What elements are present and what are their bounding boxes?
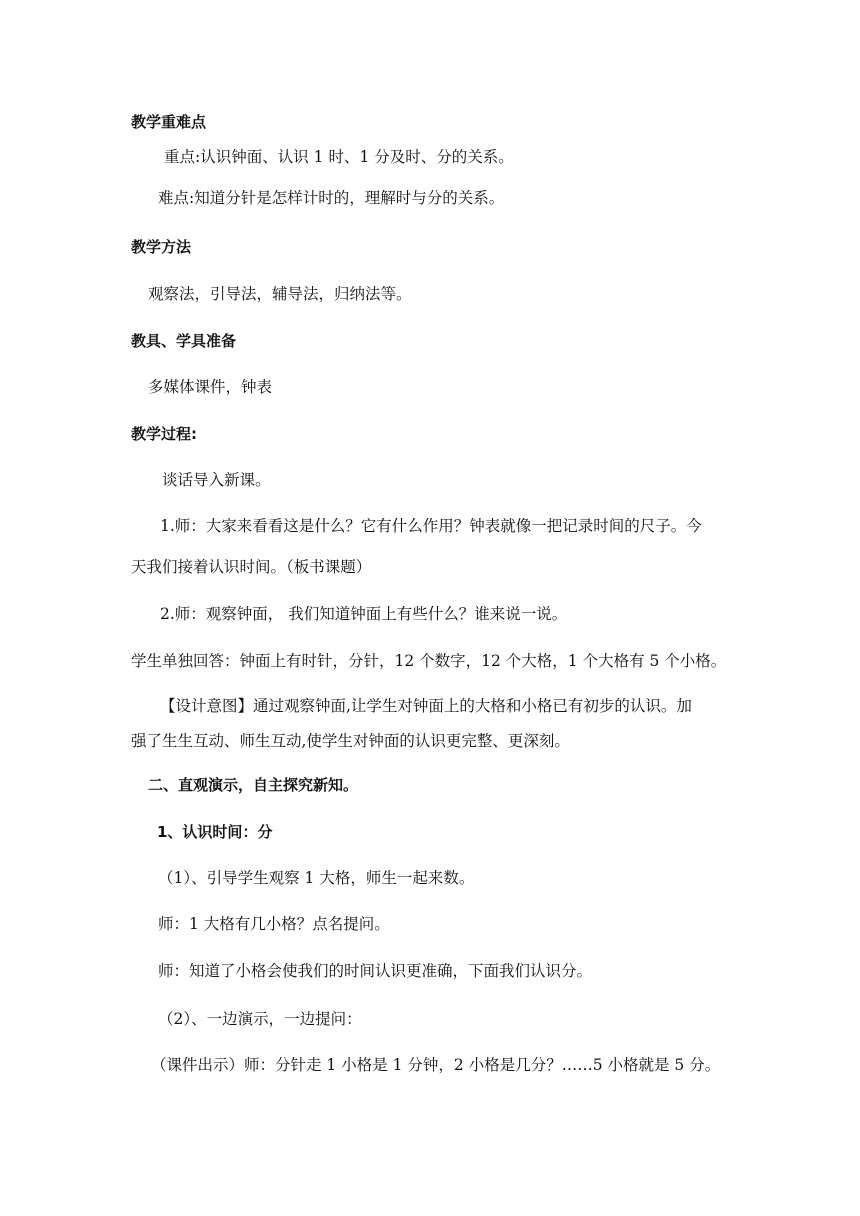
design-intent-line2: 强了生生互动、师生互动,使学生对钟面的认识更完整、更深刻。 (131, 732, 570, 750)
methods-text: 观察法，引导法，辅导法，归纳法等。 (148, 285, 412, 303)
subsection1-heading: 1、认识时间：分 (157, 823, 273, 841)
step2-text: 2.师：观察钟面， 我们知道钟面上有些什么？谁来说一说。 (160, 605, 568, 623)
difficult-point-text: 难点:知道分针是怎样计时的，理解时与分的关系。 (158, 189, 505, 207)
key-point-text: 重点:认识钟面、认识 1 时、1 分及时、分的关系。 (164, 148, 514, 166)
key-points-heading: 教学重难点 (131, 113, 207, 131)
teacher-question-2: 师：知道了小格会使我们的时间认识更准确，下面我们认识分。 (158, 962, 593, 980)
step1-line2: 天我们接着认识时间。（板书课题） (131, 558, 372, 576)
item1-text: （1）、引导学生观察 1 大格，师生一起来数。 (158, 869, 475, 887)
intro-text: 谈话导入新课。 (162, 471, 271, 489)
materials-heading: 教具、学具准备 (131, 332, 237, 350)
courseware-text: （课件出示）师：分针走 1 小格是 1 分钟，2 小格是几分？……5 小格就是 5 分。 (151, 1056, 721, 1074)
section2-heading: 二、直观演示，自主探究新知。 (148, 776, 359, 794)
methods-heading: 教学方法 (131, 238, 192, 256)
step1-line1: 1.师：大家来看看这是什么？它有什么作用？钟表就像一把记录时间的尺子。今 (160, 517, 702, 535)
student-answer-text: 学生单独回答：钟面上有时针，分针，12 个数字，12 个大格，1 个大格有 5 个小格。 (131, 652, 727, 670)
item2-text: （2）、一边演示，一边提问： (158, 1010, 362, 1028)
teacher-question-1: 师：1 大格有几小格？点名提问。 (158, 915, 390, 933)
process-heading: 教学过程: (131, 425, 197, 443)
materials-text: 多媒体课件，钟表 (148, 378, 273, 396)
design-intent-line1: 【设计意图】通过观察钟面,让学生对钟面上的大格和小格已有初步的认识。加 (160, 697, 692, 715)
